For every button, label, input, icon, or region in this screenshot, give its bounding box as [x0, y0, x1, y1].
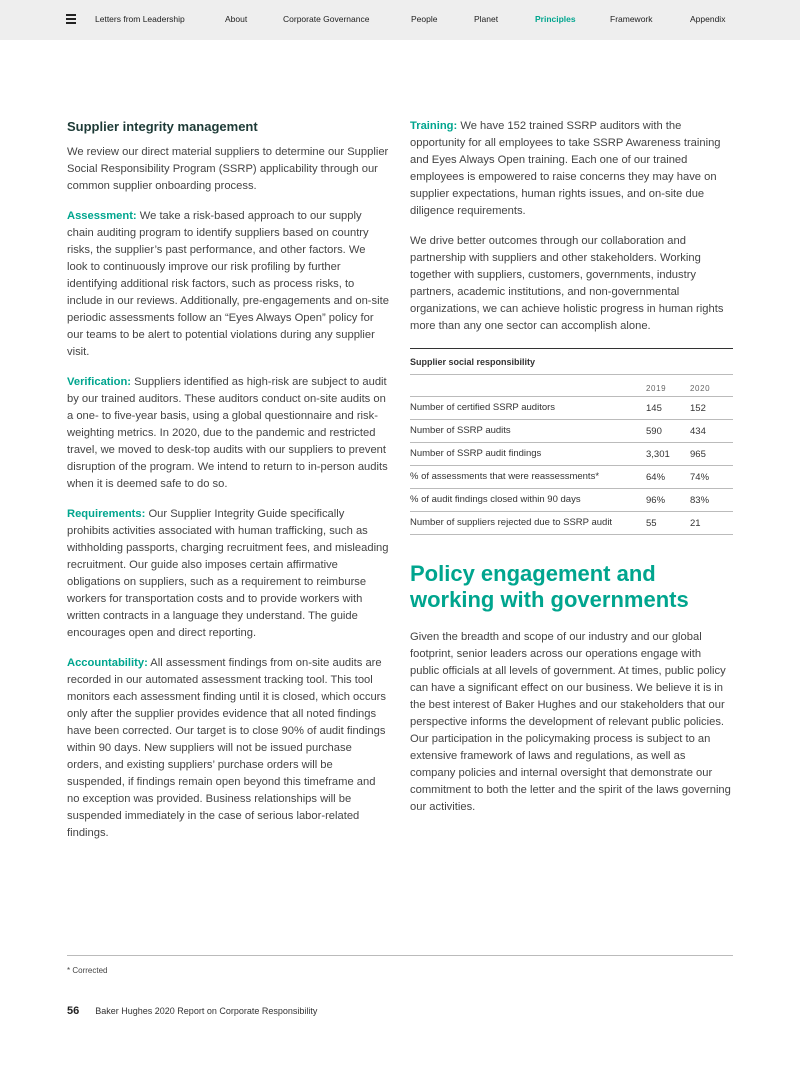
collaboration-paragraph: We drive better outcomes through our collaboration and partnership with suppliers and other stakeholders. Working together with suppliers, customers, governments, industry partners, academic institutions, and non-governmental organizations, we can achieve holistic progress in human rights more than any one sector can accomplish alone. [410, 235, 724, 332]
row-value-2020: 965 [690, 448, 706, 460]
nav-item-planet[interactable]: Planet [474, 14, 499, 24]
training-paragraph [410, 118, 733, 220]
policy-heading: Policy engagement and working with governments [410, 561, 689, 612]
row-value-2020: 434 [690, 425, 706, 437]
accountability-paragraph [67, 655, 389, 842]
nav-item-framework[interactable]: Framework [610, 14, 653, 24]
accountability-lead: Accountability: [67, 657, 148, 669]
verification-paragraph [67, 374, 389, 493]
assessment-text: We take a risk-based approach to our supply chain auditing program to identify suppliers based on country risks, the supplier’s past performance, and other factors. We look to continuously improve our risk profiling by further identifying additional risk factors, such as process risks, to include in our reviews. Additionally, pre-engagements and on-site periodic assessments follow an “Eyes Always Open” policy for our teams to be alert to potential violations during any supplier visit. [67, 210, 389, 358]
verification-text: Suppliers identified as high-risk are subject to audit by our trained auditors. These auditors conduct on-site audits on a one- to five-year basis, using a global questionnaire and risk-weighting metrics. In 2020, due to the pandemic and restricted travel, we moved to desk-top audits with our suppliers to prevent disruption of the program. We intend to return to in-person audits when it is deemed safe to do so. [67, 376, 388, 490]
policy-paragraph: Given the breadth and scope of our industry and our global footprint, senior leaders across our operations engage with public officials at all levels of government. At times, public policy can have a significant effect on our business. We believe it is in the best interest of Baker Hughes and our stakeholders that our perspective informs the development of relevant public policies. Our participation in the policymaking process is subject to an extensive framework of laws and regulations, as well as company policies and internal oversight that demonstrate our commitment to both the letter and the spirit of the laws governing our activities. [410, 631, 731, 813]
row-label: Number of certified SSRP auditors [410, 402, 556, 413]
table-header-2020: 2020 [690, 384, 711, 393]
row-value-2019: 55 [646, 517, 657, 529]
menu-icon[interactable] [66, 14, 76, 24]
accountability-text: All assessment findings from on-site audits are recorded in our automated assessment tracking tool. This tool monitors each assessment finding until it is closed, which occurs only after the supplier provides evidence that all noted findings have been corrected. Our target is to close 90% of audit findings within 90 days. New suppliers will not be issued purchase orders, and existing suppliers’ purchase orders will be suspended, if findings remain open beyond this timeframe and no exception was provided. Business relationships will be suspended immediately in the case of serious labor-related findings. [67, 657, 386, 839]
nav-item-people[interactable]: People [411, 14, 438, 24]
table-row [410, 466, 733, 489]
row-value-2019: 145 [646, 402, 662, 414]
table-header-label [410, 384, 646, 393]
assessment-paragraph [67, 208, 389, 361]
footnote: * Corrected [67, 966, 108, 975]
row-value-2019: 96% [646, 494, 666, 506]
nav-item-appendix[interactable]: Appendix [690, 14, 726, 24]
table-header-row [410, 375, 733, 397]
requirements-lead: Requirements: [67, 508, 146, 520]
table-row [410, 397, 733, 420]
table-header-2019: 2019 [646, 384, 667, 393]
row-label: % of audit findings closed within 90 days [410, 494, 581, 505]
section-heading: Supplier integrity management [67, 119, 258, 134]
requirements-paragraph [67, 506, 389, 642]
table-row [410, 420, 733, 443]
footnote-divider [67, 955, 733, 956]
row-value-2019: 590 [646, 425, 662, 437]
page-number: 56 [67, 1005, 80, 1017]
row-value-2020: 83% [690, 494, 710, 506]
assessment-lead: Assessment: [67, 210, 137, 222]
table-row [410, 443, 733, 466]
table-row [410, 512, 733, 535]
nav-item-letters-from-leadership[interactable]: Letters from Leadership [95, 14, 185, 24]
nav-item-corporate-governance[interactable]: Corporate Governance [283, 14, 370, 24]
report-title: Baker Hughes 2020 Report on Corporate Responsibility [95, 1006, 318, 1016]
page-footer [67, 1005, 317, 1017]
training-lead: Training: [410, 120, 458, 132]
table-title: Supplier social responsibility [410, 349, 733, 375]
row-label: Number of suppliers rejected due to SSRP audit [410, 517, 613, 528]
row-label: Number of SSRP audit findings [410, 448, 542, 459]
supplier-social-responsibility-table [410, 348, 733, 535]
row-label: % of assessments that were reassessments* [410, 471, 600, 482]
row-value-2019: 3,301 [646, 448, 670, 460]
right-column [410, 118, 733, 829]
row-value-2020: 152 [690, 402, 706, 414]
row-label: Number of SSRP audits [410, 425, 511, 436]
nav-item-principles[interactable]: Principles [535, 14, 576, 24]
training-text: We have 152 trained SSRP auditors with the opportunity for all employees to take SSRP Awareness training and Eyes Always Open training. Each one of our trained employees is empowered to raise concerns they may have on supplier expectations, human rights issues, and on-site due diligence requirements. [410, 120, 721, 217]
table-row [410, 489, 733, 512]
top-navigation [0, 0, 800, 40]
row-value-2019: 64% [646, 471, 666, 483]
requirements-text: Our Supplier Integrity Guide specifically prohibits activities associated with human trafficking, such as withholding passports, charging recruitment fees, and misleading recruitment. Our guide also imposes certain affirmative obligations on suppliers, such as a requirement to reimburse workers for transportation costs and to provide workers with written contracts in a language they understand. The guide encourages open and direct reporting. [67, 508, 389, 639]
verification-lead: Verification: [67, 376, 132, 388]
left-column [67, 118, 389, 855]
row-value-2020: 74% [690, 471, 710, 483]
intro-paragraph: We review our direct material suppliers to determine our Supplier Social Responsibility Program (SSRP) applicability through our common supplier onboarding process. [67, 146, 389, 192]
nav-item-about[interactable]: About [225, 14, 248, 24]
row-value-2020: 21 [690, 517, 701, 529]
